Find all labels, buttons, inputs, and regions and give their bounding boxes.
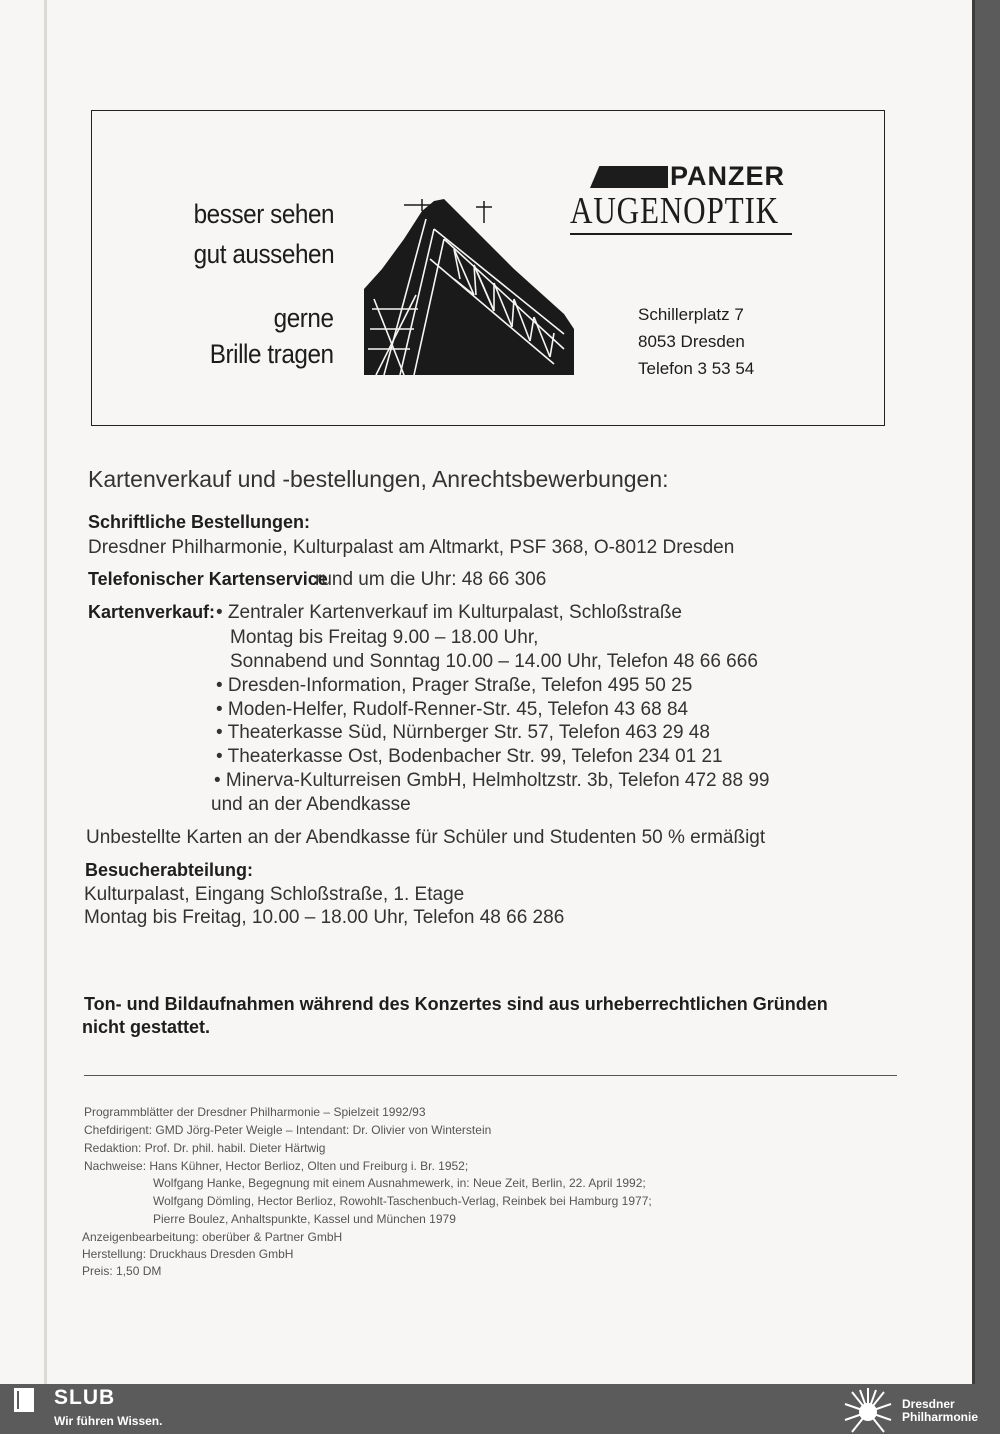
slogan-line: gut aussehen — [193, 239, 334, 269]
ticket-sale-label: Kartenverkauf: — [88, 602, 216, 622]
sale-tail: und an der Abendkasse — [211, 794, 411, 815]
optician-address — [638, 301, 754, 382]
colophon-line: Nachweise: Hans Kühner, Hector Berlioz, Olten und Freiburg i. Br. 1952; — [84, 1159, 469, 1173]
colophon-line: Chefdirigent: GMD Jörg-Peter Weigle – Intendant: Dr. Olivier von Winterstein — [84, 1123, 492, 1137]
written-orders-text: Dresdner Philharmonie, Kulturpalast am Altmarkt, PSF 368, O-8012 Dresden — [88, 537, 735, 558]
colophon-line: Preis: 1,50 DM — [82, 1264, 162, 1278]
ticket-heading: Kartenverkauf und -bestellungen, Anrechtsbewerbungen: — [88, 466, 669, 492]
address-city: 8053 Dresden — [638, 332, 745, 351]
philharmonie-name-line1: Dresdner — [902, 1397, 955, 1411]
page-fold — [44, 0, 47, 1384]
visitor-line: Kulturpalast, Eingang Schloßstraße, 1. Etage — [84, 884, 465, 905]
slogan-line: gerne — [274, 303, 334, 333]
slub-book-icon — [12, 1386, 38, 1414]
colophon-line: Wolfgang Hanke, Begegnung mit einem Ausnahmewerk, in: Neue Zeit, Berlin, 22. April 1992; — [153, 1176, 646, 1190]
colophon-line: Herstellung: Druckhaus Dresden GmbH — [82, 1247, 294, 1261]
separator-line — [84, 1075, 897, 1076]
colophon-line: Redaktion: Prof. Dr. phil. habil. Dieter Härtwig — [84, 1141, 326, 1155]
philharmonie-sunburst-icon — [842, 1384, 894, 1434]
colophon-line: Wolfgang Dömling, Hector Berlioz, Rowohlt-Taschenbuch-Verlag, Reinbek bei Hamburg 1977; — [153, 1194, 652, 1208]
address-phone: Telefon 3 53 54 — [638, 359, 755, 378]
sale-line: • Theaterkasse Ost, Bodenbacher Str. 99, Telefon 234 01 21 — [216, 746, 723, 767]
visitor-department-label: Besucherabteilung: — [85, 860, 254, 880]
address-street: Schillerplatz 7 — [638, 305, 744, 324]
philharmonie-name-line2: Philharmonie — [902, 1410, 979, 1424]
sale-line: Sonnabend und Sonntag 10.00 – 14.00 Uhr, Telefon 48 66 666 — [230, 651, 758, 672]
footer-bar — [0, 1384, 1000, 1434]
logo-augenoptik: AUGENOPTIK — [570, 190, 779, 232]
colophon-line: Anzeigenbearbeitung: oberüber & Partner GmbH — [82, 1230, 343, 1244]
logo-bar-shape — [590, 166, 668, 188]
sale-line: • Moden-Helfer, Rudolf-Renner-Str. 45, Telefon 43 68 84 — [216, 699, 689, 720]
sale-line: • Dresden-Information, Prager Straße, Telefon 495 50 25 — [216, 675, 693, 696]
logo-underline — [570, 233, 792, 235]
sale-line: Montag bis Freitag 9.00 – 18.00 Uhr, — [230, 627, 539, 648]
bridge-tower-illustration — [364, 199, 582, 375]
colophon-line: Pierre Boulez, Anhaltspunkte, Kassel und München 1979 — [153, 1212, 456, 1226]
phone-service-label: Telefonischer Kartenservice — [88, 569, 328, 589]
recording-notice: nicht gestattet. — [82, 1017, 211, 1037]
slub-name: SLUB — [54, 1386, 116, 1409]
slub-tagline: Wir führen Wissen. — [54, 1414, 163, 1428]
logo-panzer: PANZER — [670, 161, 786, 191]
slogan-line: besser sehen — [193, 199, 334, 229]
colophon-line: Programmblätter der Dresdner Philharmonie – Spielzeit 1992/93 — [84, 1105, 426, 1119]
optician-advertisement — [91, 110, 885, 426]
sale-line: • Minerva-Kulturreisen GmbH, Helmholtzstr. 3b, Telefon 472 88 99 — [214, 770, 770, 791]
sale-line: • Theaterkasse Süd, Nürnberger Str. 57, Telefon 463 29 48 — [216, 722, 710, 743]
recording-notice: Ton- und Bildaufnahmen während des Konzertes sind aus urheberrechtlichen Gründen — [84, 994, 828, 1014]
sale-line: • Zentraler Kartenverkauf im Kulturpalast, Schloßstraße — [216, 602, 683, 623]
phone-service-text: rund um die Uhr: 48 66 306 — [315, 569, 547, 590]
philharmonie-name — [902, 1398, 978, 1424]
written-orders-label: Schriftliche Bestellungen: — [88, 512, 311, 532]
student-discount-text: Unbestellte Karten an der Abendkasse für Schüler und Studenten 50 % ermäßigt — [86, 827, 766, 848]
slogan-line: Brille tragen — [210, 339, 334, 369]
visitor-line: Montag bis Freitag, 10.00 – 18.00 Uhr, Telefon 48 66 286 — [84, 907, 565, 928]
